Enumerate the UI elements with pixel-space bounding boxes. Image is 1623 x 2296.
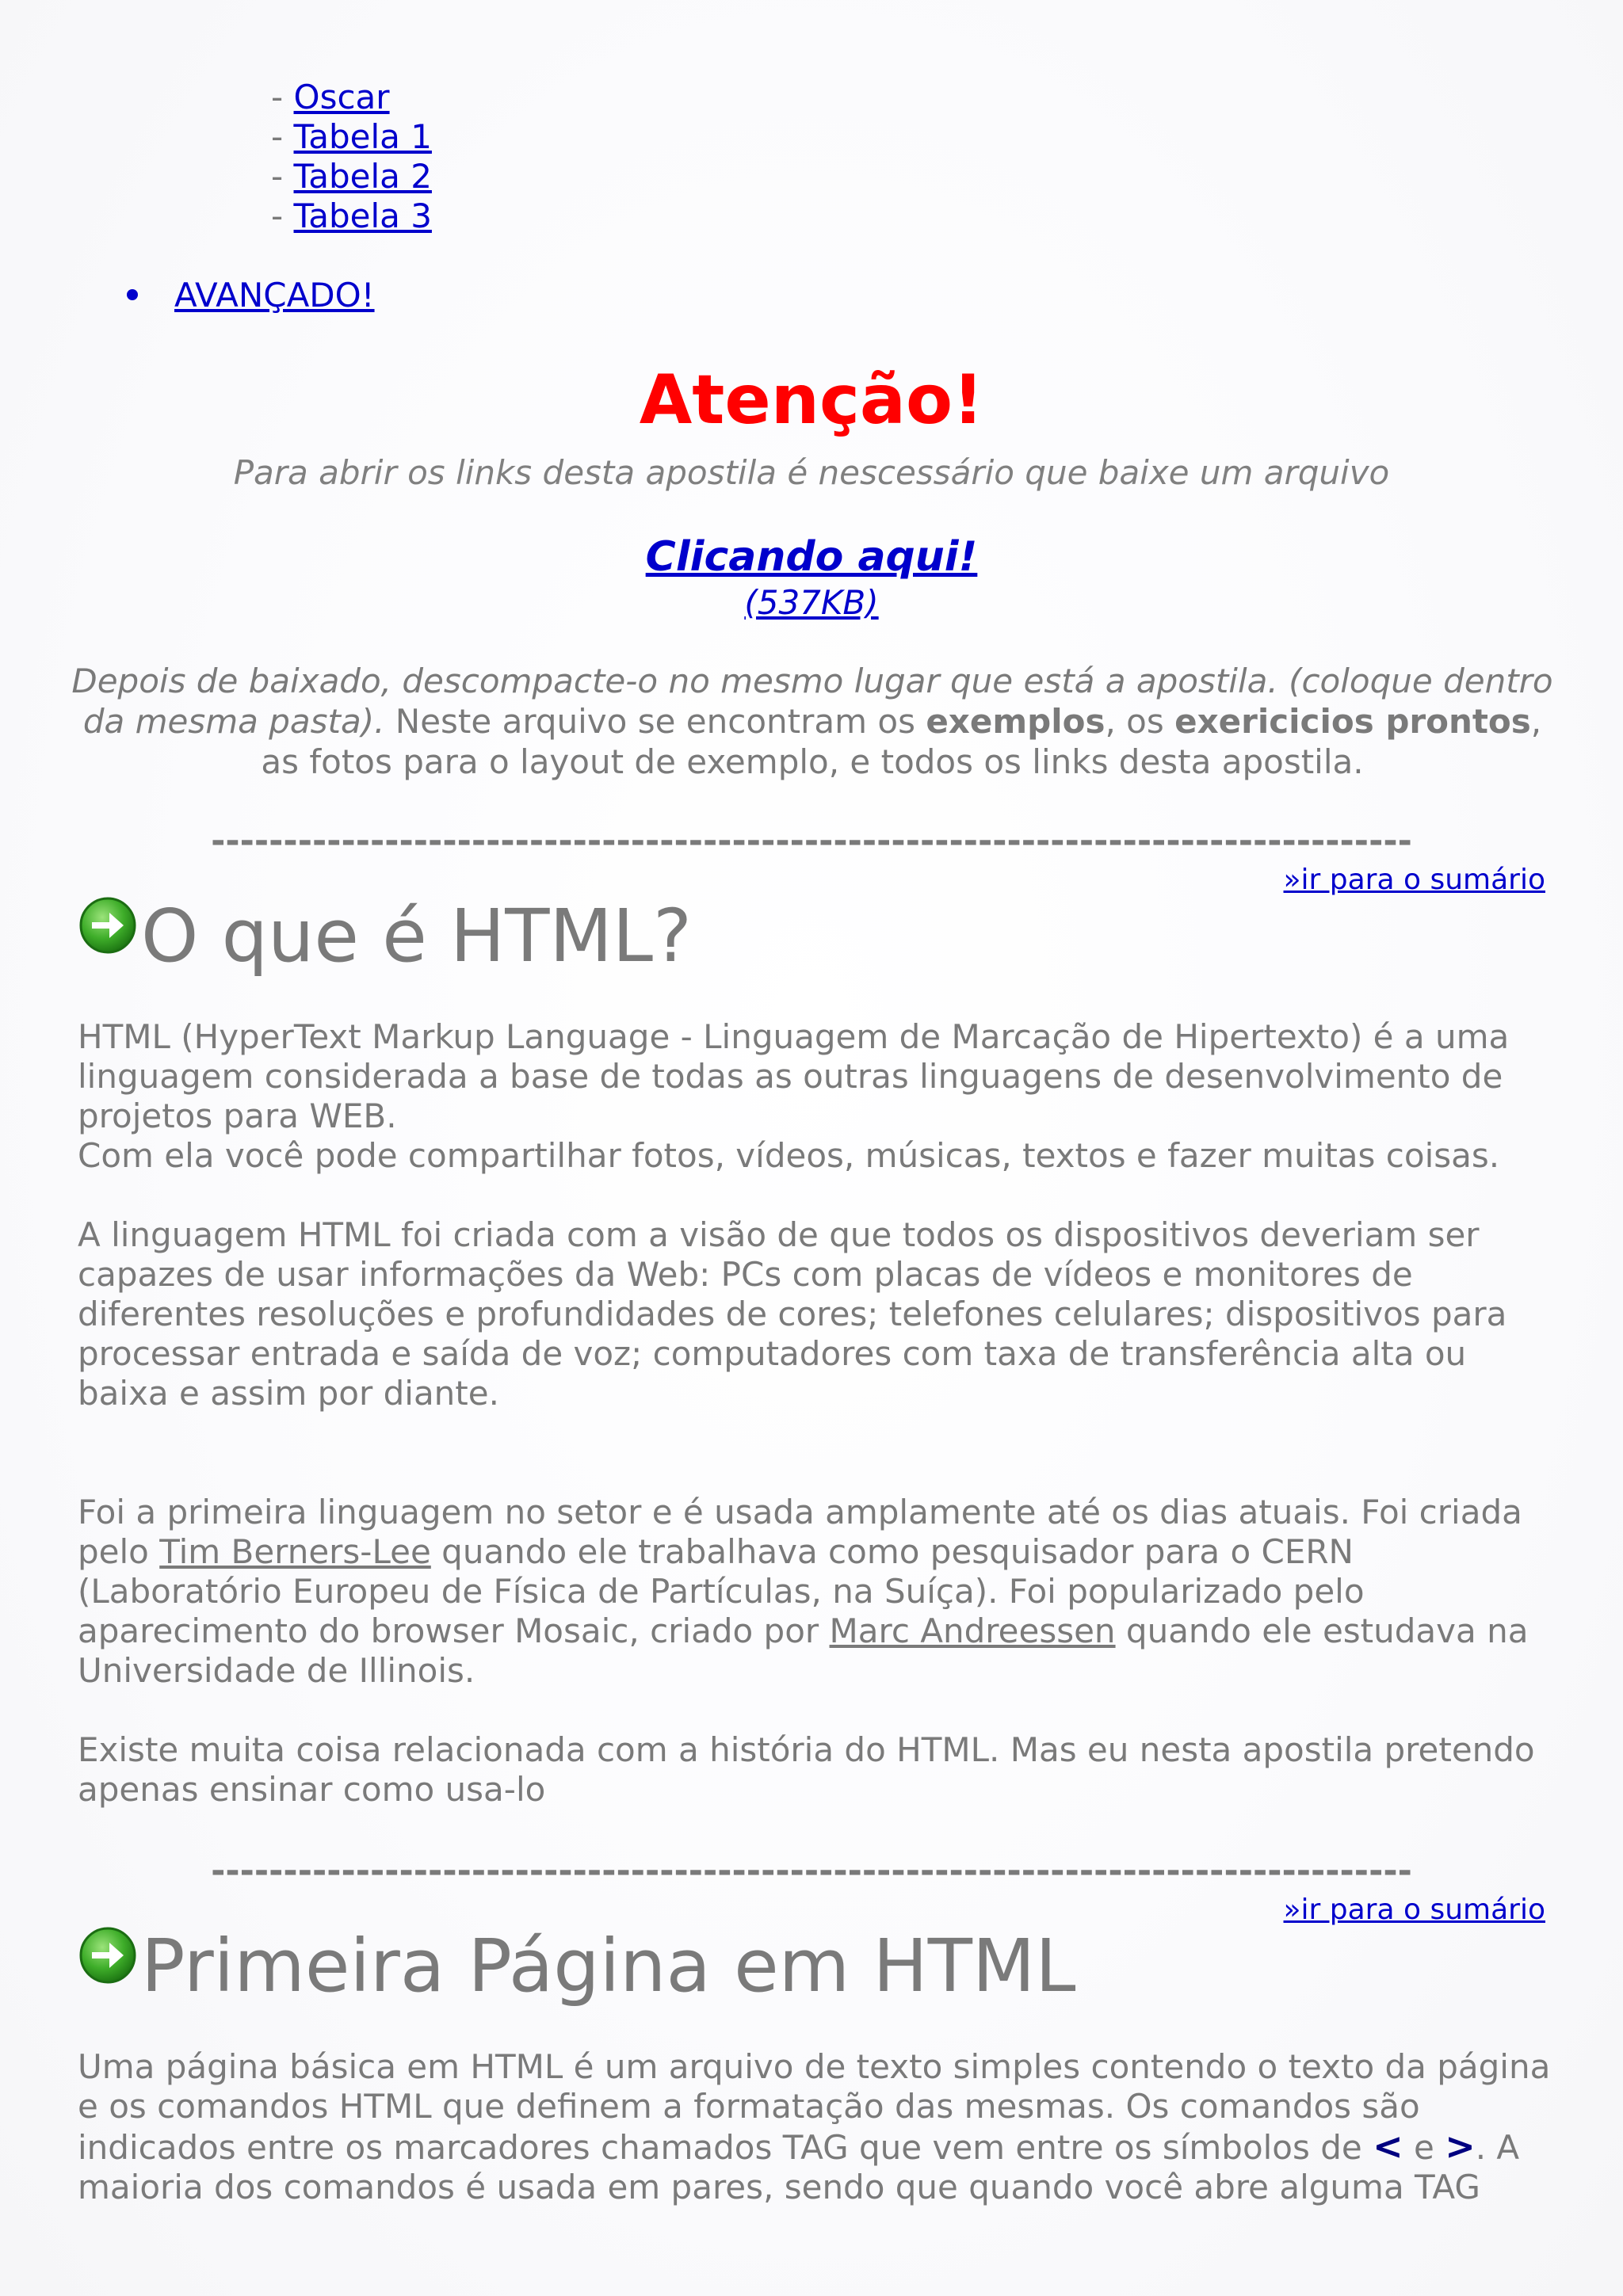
oscar-link[interactable]: Oscar — [293, 78, 390, 116]
green-arrow-right-icon — [78, 1925, 138, 1985]
go-to-summary-link[interactable]: »ir para o sumário — [1283, 864, 1545, 896]
less-than-symbol: < — [1373, 2125, 1403, 2168]
greater-than-symbol: > — [1445, 2125, 1476, 2168]
divider-line: ----------------------------------------------------------------------------------- — [211, 1851, 1412, 1891]
paragraph-text: quando ele estudava na Universidade de Illinois. — [78, 1611, 1529, 1690]
instructions-bold: exericicios prontos — [1174, 702, 1531, 741]
paragraph-text: . A maioria dos comandos é usada em pares, sendo que quando você abre alguma TAG — [78, 2128, 1520, 2206]
instructions-text: , os — [1105, 702, 1175, 741]
section-heading — [78, 894, 692, 978]
download-instructions — [71, 661, 1553, 782]
sub-nav-item: - Tabela 2 — [271, 157, 432, 196]
section-body — [78, 1493, 1568, 1691]
sub-nav-item: - Tabela 1 — [271, 117, 432, 156]
summary-link-row — [1284, 1894, 1546, 1926]
advanced-list-item — [127, 276, 375, 315]
go-to-summary-link[interactable]: »ir para o sumário — [1283, 1894, 1545, 1926]
paragraph-text: quando ele trabalhava como pesquisador para o CERN (Laboratório Europeu de Física de Partículas, na Suíça). Foi popularizado pelo aparecimento do browser Mosaic, criado por — [78, 1532, 1365, 1650]
download-link[interactable]: Clicando aqui! — [645, 533, 978, 581]
section-body — [78, 1215, 1568, 1413]
section-body — [78, 1730, 1568, 1810]
instructions-bold: exemplos — [926, 702, 1106, 741]
section-title: Primeira Página em HTML — [141, 1924, 1076, 2008]
file-size-row — [0, 583, 1623, 622]
marc-andreessen-link[interactable]: Marc Andreessen — [829, 1611, 1116, 1650]
paragraph: HTML (HyperText Markup Language - Linguagem de Marcação de Hipertexto) é a uma linguagem considerada a base de todas as outras linguagens de desenvolvimento de projetos para WEB. — [78, 1017, 1510, 1135]
paragraph — [78, 2047, 1568, 2207]
paragraph — [78, 1493, 1568, 1691]
divider-line: ----------------------------------------------------------------------------------- — [211, 821, 1412, 861]
green-arrow-right-icon — [78, 895, 138, 955]
sub-nav-item: - Tabela 3 — [271, 196, 432, 235]
download-link-row — [0, 533, 1623, 581]
file-size-link[interactable]: (537KB) — [744, 583, 879, 622]
tabela-2-link[interactable]: Tabela 2 — [293, 157, 432, 196]
section-body — [78, 2047, 1568, 2207]
attention-title: Atenção! — [639, 360, 984, 440]
instructions-text: , as fotos para o layout de exemplo, e todos os links desta apostila. — [261, 702, 1542, 781]
paragraph: A linguagem HTML foi criada com a visão de que todos os dispositivos deveriam ser capazes de usar informações da Web: PCs com placas de vídeos e monitores de diferentes resoluções e profundidades de cores; telefones celulares; dispositivos para processar entrada e saída de voz; computadores com taxa de transferência alta ou baixa e assim por diante. — [78, 1215, 1507, 1413]
instructions-italic: Depois de baixado, descompacte-o no mesmo lugar que está a apostila. (coloque dentro da mesma pasta). — [71, 662, 1553, 741]
section-body — [78, 1017, 1568, 1176]
summary-link-row — [1284, 864, 1546, 896]
section-title: O que é HTML? — [141, 894, 692, 978]
instructions-text: Neste arquivo se encontram os — [384, 702, 926, 741]
paragraph-text: e — [1403, 2128, 1445, 2167]
tim-berners-lee-link[interactable]: Tim Berners-Lee — [159, 1532, 431, 1571]
tabela-1-link[interactable]: Tabela 1 — [293, 117, 432, 156]
paragraph-text: Foi a primeira linguagem no setor e é usada amplamente até os dias atuais. Foi criada pelo — [78, 1493, 1522, 1571]
tabela-3-link[interactable]: Tabela 3 — [293, 196, 432, 235]
sub-nav-item: - Oscar — [271, 78, 390, 116]
paragraph: Com ela você pode compartilhar fotos, vídeos, músicas, textos e fazer muitas coisas. — [78, 1136, 1500, 1175]
bullet-icon — [127, 289, 138, 300]
paragraph-text: Uma página básica em HTML é um arquivo de texto simples contendo o texto da página e os comandos HTML que definem a formatação das mesmas. Os comandos são indicados entre os marcadores chamados TAG que vem entre os símbolos de — [78, 2047, 1551, 2167]
paragraph: Existe muita coisa relacionada com a história do HTML. Mas eu nesta apostila pretendo apenas ensinar como usa-lo — [78, 1730, 1535, 1809]
advanced-link[interactable]: AVANÇADO! — [174, 276, 375, 315]
section-heading — [78, 1924, 1076, 2008]
attention-subtitle: Para abrir os links desta apostila é nescessário que baixe um arquivo — [233, 453, 1390, 492]
sub-nav-list — [271, 78, 432, 236]
